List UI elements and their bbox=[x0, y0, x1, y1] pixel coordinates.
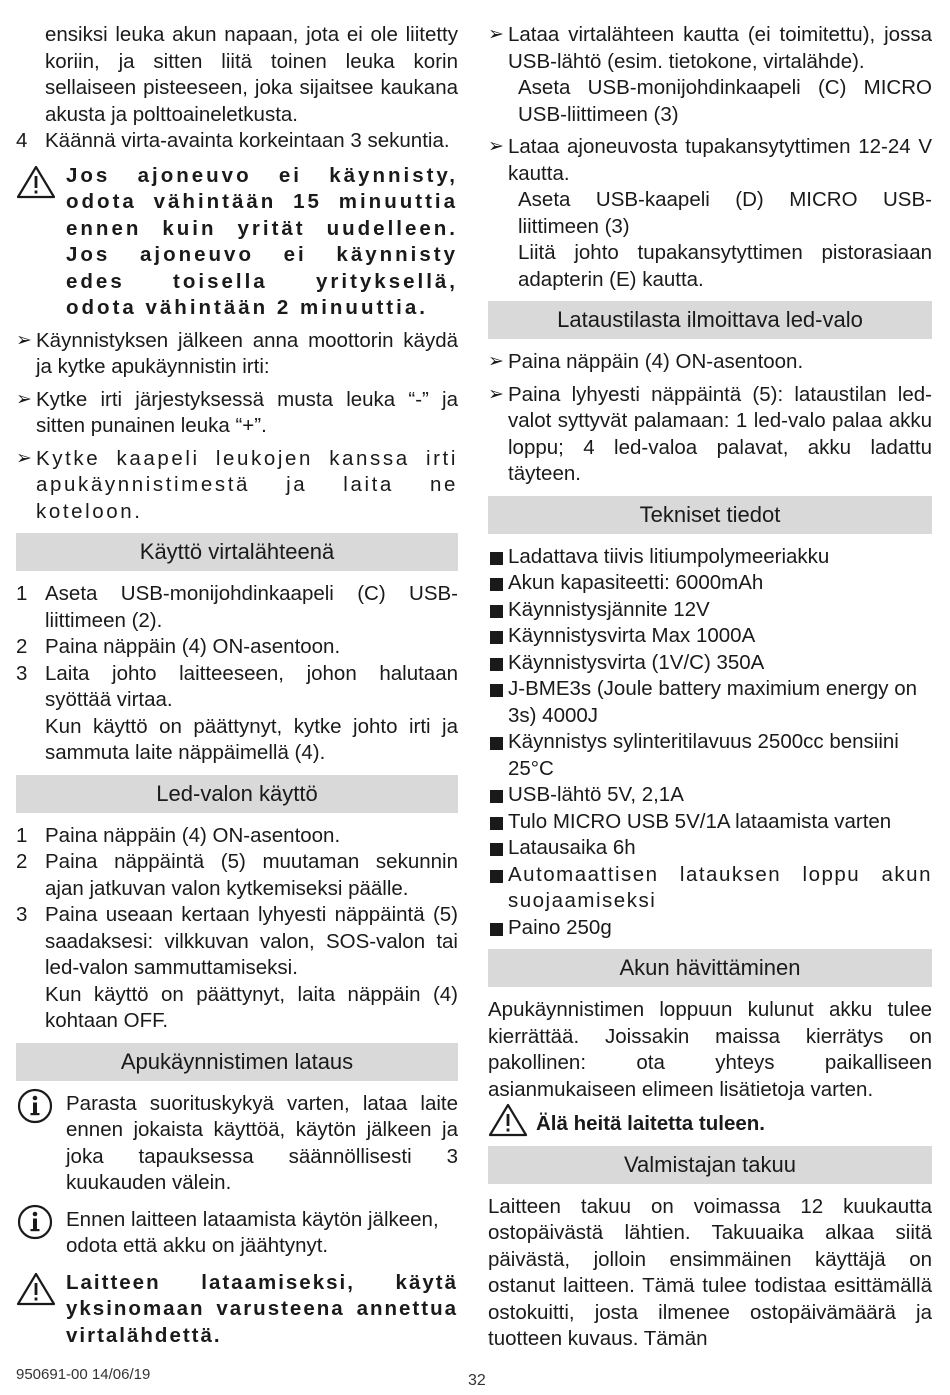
list-item: ➢ Kytke kaapeli leukojen kanssa irti apukäynnistimestä ja laita ne koteloon. bbox=[16, 446, 458, 523]
warning-text: Jos ajoneuvo ei käynnisty, odota vähintään 15 minuuttia ennen kuin yrität uudelleen. Jos ajoneuvo ei käynnisty edes toisella yrityksellä, odota vähintään 2 minuuttia. bbox=[66, 163, 458, 319]
step-note: Kun käyttö on päättynyt, kytke johto irti ja sammuta laite näppäimellä (4). bbox=[45, 714, 458, 764]
intro-paragraph: ensiksi leuka akun napaan, jota ei ole liitetty koriin, ja sitten liitä toinen leuka korin sellaiseen pisteeseen, joka sijaitsee kaukana akusta ja polttoaineletkusta. bbox=[45, 23, 458, 126]
step-text: Käännä virta-avainta korkeintaan 3 sekuntia. bbox=[45, 129, 450, 152]
warning-block bbox=[16, 1270, 458, 1350]
list-item: ➢ Lataa ajoneuvosta tupakansytyttimen 12-24 V kautta. Aseta USB-kaapeli (D) MICRO USB-liittimeen (3) Liitä johto tupakansytyttimen pistorasiaan adapterin (E) kautta. bbox=[488, 134, 932, 293]
left-column bbox=[16, 22, 458, 1349]
square-bullet-icon bbox=[490, 843, 503, 856]
section-heading: Valmistajan takuu bbox=[488, 1146, 932, 1184]
sub-text: Aseta USB-monijohdinkaapeli (C) MICRO USB-liittimeen (3) bbox=[518, 76, 932, 126]
section-heading: Tekniset tiedot bbox=[488, 496, 932, 534]
warning-icon bbox=[16, 165, 56, 199]
section-heading: Akun hävittäminen bbox=[488, 949, 932, 987]
info-text: Parasta suorituskykyä varten, lataa laite ennen jokaista käyttöä, käytön jälkeen ja joka tapauksessa säännöllisesti 3 kuukauden välein. bbox=[66, 1091, 458, 1194]
list-item: ➢ Lataa virtalähteen kautta (ei toimitettu), jossa USB-lähtö (esim. tietokone, virtalähde). Aseta USB-monijohdinkaapeli (C) MICRO USB-liittimeen (3) bbox=[488, 22, 932, 128]
arrow-bullet-icon: ➢ bbox=[16, 388, 32, 410]
list-item: ➢ Paina näppäin (4) ON-asentoon. bbox=[488, 349, 932, 376]
square-bullet-icon bbox=[490, 737, 503, 750]
step-4 bbox=[16, 128, 458, 155]
section-heading: Apukäynnistimen lataus bbox=[16, 1043, 458, 1081]
bullet-list bbox=[16, 328, 458, 526]
square-bullet-icon bbox=[490, 578, 503, 591]
list-item: Käynnistysvirta Max 1000A bbox=[488, 623, 932, 650]
led-steps bbox=[16, 823, 458, 1035]
step-1: 1 Aseta USB-monijohdinkaapeli (C) USB-liittimeen (2). bbox=[16, 582, 458, 632]
list-item: Käynnistysjännite 12V bbox=[488, 597, 932, 624]
warning-icon bbox=[488, 1103, 528, 1137]
list-item: Tulo MICRO USB 5V/1A lataamista varten bbox=[488, 809, 932, 836]
right-column bbox=[488, 22, 932, 1353]
list-item: Automaattisen latauksen loppu akun suojaamiseksi bbox=[488, 862, 932, 915]
arrow-bullet-icon: ➢ bbox=[488, 24, 504, 45]
square-bullet-icon bbox=[490, 658, 503, 671]
arrow-bullet-icon: ➢ bbox=[488, 351, 504, 372]
arrow-bullet-icon: ➢ bbox=[16, 447, 35, 469]
info-block bbox=[16, 1207, 458, 1260]
arrow-bullet-icon: ➢ bbox=[16, 329, 32, 351]
arrow-bullet-icon: ➢ bbox=[488, 383, 504, 405]
list-item: Latausaika 6h bbox=[488, 835, 932, 862]
sub-text: Aseta USB-kaapeli (D) MICRO USB-liittimeen (3) bbox=[518, 188, 932, 238]
square-bullet-icon bbox=[490, 605, 503, 618]
arrow-bullet-icon: ➢ bbox=[488, 136, 504, 157]
warning-block bbox=[16, 163, 458, 322]
page-number: 32 bbox=[468, 1372, 486, 1389]
step-3: 3 Paina useaan kertaan lyhyesti näppäintä (5) saadaksesi: vilkkuvan valon, SOS-valon tai led-valon sammuttamiseksi. bbox=[16, 903, 458, 979]
list-item: ➢ Käynnistyksen jälkeen anna moottorin käydä ja kytke apukäynnistin irti: bbox=[16, 328, 458, 378]
step-2: 2 Paina näppäin (4) ON-asentoon. bbox=[16, 635, 341, 658]
warning-text: Laitteen lataamiseksi, käytä yksinomaan varusteena annettua virtalähdettä. bbox=[66, 1270, 458, 1347]
disposal-text: Apukäynnistimen loppuun kulunut akku tulee kierrättää. Joissakin maissa kierrätys on pakollinen: ota yhteys paikalliseen asianmukaiseen elimeen lisätietoja varten. bbox=[488, 998, 932, 1101]
info-text: Ennen laitteen lataamista käytön jälkeen, odota että akku on jäähtynyt. bbox=[66, 1207, 439, 1257]
power-steps bbox=[16, 581, 458, 767]
list-item: ➢ Paina lyhyesti näppäintä (5): lataustilan led-valot syttyvät palamaan: 1 led-valo palaa akku loppu; 4 led-valoa palavat, akku ladattu täyteen. bbox=[488, 382, 932, 485]
tech-list bbox=[488, 544, 932, 942]
document-code: 950691-00 14/06/19 bbox=[16, 1366, 151, 1383]
list-item: Käynnistysvirta (1V/C) 350A bbox=[488, 650, 932, 677]
step-note: Kun käyttö on päättynyt, laita näppäin (4) kohtaan OFF. bbox=[45, 982, 458, 1032]
sub-text: Liitä johto tupakansytyttimen pistorasiaan adapterin (E) kautta. bbox=[518, 241, 932, 291]
step-1: 1 Paina näppäin (4) ON-asentoon. bbox=[16, 823, 341, 847]
section-heading: Käyttö virtalähteenä bbox=[16, 533, 458, 571]
square-bullet-icon bbox=[490, 817, 503, 830]
list-item: J-BME3s (Joule battery maximium energy on 3s) 4000J bbox=[488, 676, 932, 729]
square-bullet-icon bbox=[490, 790, 503, 803]
square-bullet-icon bbox=[490, 631, 503, 644]
step-3: 3 Laita johto laitteeseen, johon halutaan syöttää virtaa. bbox=[16, 661, 458, 711]
info-icon bbox=[16, 1087, 54, 1125]
list-item: Ladattava tiivis litiumpolymeeriakku bbox=[488, 544, 932, 571]
warranty-text: Laitteen takuu on voimassa 12 kuukautta ostopäivästä lähtien. Takuuaika alkaa siitä päivästä, jolloin ensimmäinen käyttäjä on ostanut laitteen. Tämä tulee todistaa esittämällä ostokuitti, josta ilmenee ostopäivämäärä ja tuotteen kuvaus. Tämän bbox=[488, 1194, 932, 1350]
section-heading: Lataustilasta ilmoittava led-valo bbox=[488, 301, 932, 339]
list-item: ➢ Kytke irti järjestyksessä musta leuka “-” ja sitten punainen leuka “+”. bbox=[16, 387, 458, 437]
list-item: Akun kapasiteetti: 6000mAh bbox=[488, 570, 932, 597]
section-heading: Led-valon käyttö bbox=[16, 775, 458, 813]
list-item: Käynnistys sylinteritilavuus 2500cc bensiini 25°C bbox=[488, 729, 932, 782]
warning-icon bbox=[16, 1272, 56, 1306]
info-icon bbox=[16, 1203, 54, 1241]
square-bullet-icon bbox=[490, 870, 503, 883]
list-item: Paino 250g bbox=[488, 915, 932, 942]
warning-block bbox=[488, 1111, 932, 1138]
info-block bbox=[16, 1091, 458, 1197]
warning-text: Älä heitä laitetta tuleen. bbox=[536, 1112, 765, 1135]
square-bullet-icon bbox=[490, 552, 503, 565]
step-number: 4 bbox=[16, 129, 28, 152]
square-bullet-icon bbox=[490, 923, 503, 936]
list-item: USB-lähtö 5V, 2,1A bbox=[488, 782, 932, 809]
square-bullet-icon bbox=[490, 684, 503, 697]
step-2: 2 Paina näppäintä (5) muutaman sekunnin ajan jatkuvan valon kytkemiseksi päälle. bbox=[16, 850, 458, 900]
